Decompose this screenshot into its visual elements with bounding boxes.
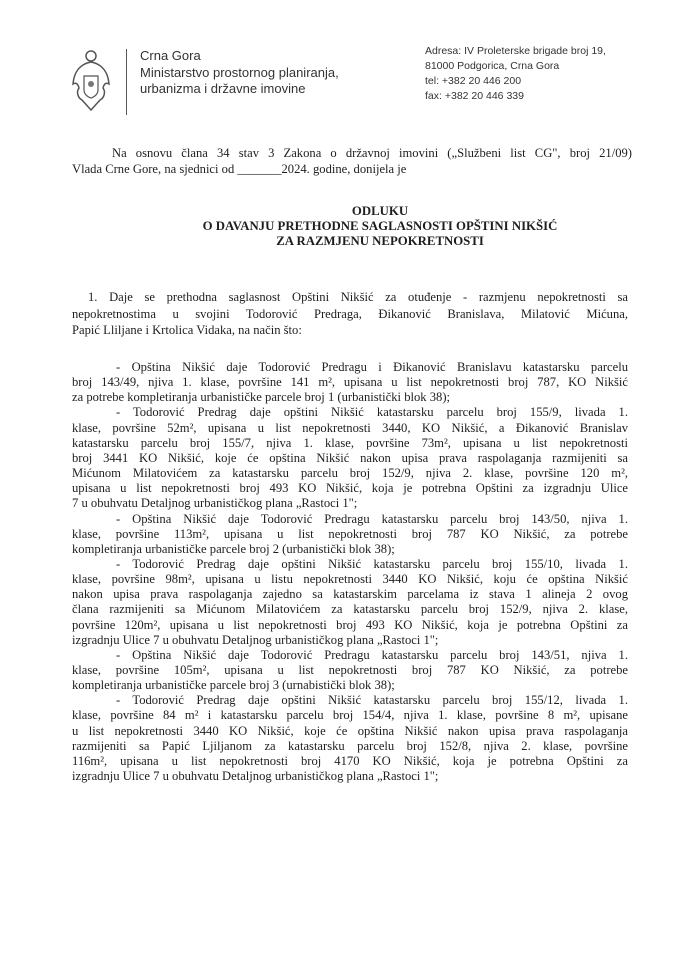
bullet-item-line: 7 u obuhvatu Detaljnog urbanističkog plana „Rastoci 1"; bbox=[72, 496, 358, 511]
bullet-item-line: - Opština Nikšić daje Todorović Predragu katastarsku parcelu broj 143/50, njiva 1. bbox=[116, 511, 628, 526]
bullet-item-line: klase, površine 105m², upisana u list nepokretnosti broj 787 KO Nikšić, za potrebe bbox=[72, 663, 628, 677]
article-1-line: nepokretnostima u svojini Todorović Predraga, Đikanović Branislava, Milatović Mićuna, bbox=[72, 306, 628, 321]
title-line: ODLUKU bbox=[351, 204, 409, 218]
bullet-item-line: broj 3441 KO Nikšić, koje će opština Nikšić nakon upisa prava raspolaganja razmijeniti sa bbox=[72, 450, 628, 465]
bullet-item-line: - Todorović Predrag daje opštini Nikšić katastarsku parcelu broj 155/12, livada 1. bbox=[116, 693, 628, 708]
bullet-item-line: za potrebe kompletiranja urbanističke parcele broj 1 (urbanistički blok 38); bbox=[72, 390, 451, 405]
bullet-item-line: klase, površine 113m², upisana u list nepokretnosti broj 787 KO Nikšić, za potrebe bbox=[72, 526, 628, 541]
bullet-item-line: člana razmijeniti sa Mićunom Milatovićem za katastarsku parcelu broj 152/9, njiva 2. klase, bbox=[72, 602, 628, 617]
bullet-item-line: klase, površine 84 m² i katastarsku parcelu broj 154/4, njiva 1. klase, površine 8 m², upisane bbox=[72, 708, 628, 723]
document-title bbox=[72, 204, 679, 249]
organization-name bbox=[140, 48, 339, 98]
address-block bbox=[425, 44, 606, 104]
bullet-item-line: izgradnju Ulice 7 u obuhvatu Detaljnog urbanističkog plana „Rastoci 1"; bbox=[72, 632, 439, 647]
bullet-item-line: Mićunom Milatovićem za katastarsku parcelu broj 152/9, njiva 2. klase, površine 120 m², bbox=[72, 466, 628, 481]
bullet-item-line: broj 143/49, njiva 1. klase, površine 141 m², upisana u list nepokretnosti broj 787, KO Nikšić bbox=[72, 375, 628, 390]
bullet-item-line: katastarsku parcelu broj 155/7, njiva 1. klase, površine 73m², upisana u list nepokretnosti bbox=[72, 435, 628, 450]
bullet-item-line: nakon upisa prava raspolaganja zajedno sa katastarskim parcelama iz stava 1 alineja 2 ovog bbox=[72, 587, 628, 602]
org-line: Ministarstvo prostornog planiranja, bbox=[140, 64, 339, 80]
bullet-item-line: - Todorović Predrag daje opštini Nikšić katastarsku parcelu broj 155/10, livada 1. bbox=[116, 556, 628, 571]
bullet-item-line: klase, površine 98m², upisana u listu nepokretnosti 3440 KO Nikšić, koju će opština Nikšić bbox=[72, 572, 628, 587]
article-1-line: Papić Lliljane i Krtolica Vidaka, na način što: bbox=[72, 323, 302, 337]
preamble-line: Vlada Crne Gore, na sjednici od _______2024. godine, donijela je bbox=[72, 162, 407, 176]
bullet-item-line: izgradnju Ulice 7 u obuhvatu Detaljnog urbanističkog plana „Rastoci 1"; bbox=[72, 769, 439, 784]
bullet-item-line: 116m², upisana u list nepokretnosti broj 4170 KO Nikšić, koja je potrebna Opštini za bbox=[72, 753, 628, 768]
bullet-item-line: površine 120m², upisana u list nepokretnosti broj 493 KO Nikšić, koja je potrebna Opštini za bbox=[72, 617, 628, 632]
address-line: 81000 Podgorica, Crna Gora bbox=[425, 60, 560, 72]
org-line: urbanizma i državne imovine bbox=[140, 81, 306, 96]
bullet-item-line: razmijeniti sa Papić Ljiljanom za katastarsku parcelu broj 152/8, njiva 2. klase, površine bbox=[72, 738, 628, 753]
title-line: O DAVANJU PRETHODNE SAGLASNOSTI OPŠTINI NIKŠIĆ bbox=[202, 219, 558, 233]
bullet-item-line: kompletiranja urbanističke parcele broj 3 (urnabistički blok 38); bbox=[72, 678, 395, 693]
bullet-item-line: - Opština Nikšić daje Todorović Predragu katastarsku parcelu broj 143/51, njiva 1. bbox=[116, 647, 628, 662]
bullet-item-line: - Opština Nikšić daje Todorović Predragu i Đikanović Branislavu katastarsku parcelu bbox=[116, 360, 628, 374]
bullet-item-line: - Todorović Predrag daje opštini Nikšić katastarsku parcelu broj 155/9, livada 1. bbox=[116, 405, 628, 420]
header-divider bbox=[126, 49, 127, 115]
coat-of-arms-icon bbox=[70, 48, 112, 116]
bullet-item-line: u list nepokretnosti 3440 KO Nikšić, koje će opština Nikšić nakon upisa prava raspolaganja bbox=[72, 723, 628, 738]
fax-line: fax: +382 20 446 339 bbox=[425, 90, 524, 102]
title-line: ZA RAZMJENU NEPOKRETNOSTI bbox=[276, 234, 484, 248]
phone-line: tel: +382 20 446 200 bbox=[425, 75, 522, 87]
org-line: Crna Gora bbox=[140, 48, 201, 63]
preamble-line: Na osnovu člana 34 stav 3 Zakona o državnoj imovini („Službeni list CG", broj 21/09) bbox=[112, 146, 632, 160]
bullet-item-line: upisana u list nepokretnosti broj 493 KO Nikšić, koja je potrebna Opštini za izgradnju Ulice bbox=[72, 481, 628, 496]
bullet-item-line: kompletiranja urbanističke parcele broj 2 (urbanistički blok 38); bbox=[72, 541, 395, 556]
article-1-line: 1. Daje se prethodna saglasnost Opštini Nikšić za otuđenje - razmjenu nepokretnosti sa bbox=[88, 290, 628, 304]
address-line: Adresa: IV Proleterske brigade broj 19, bbox=[425, 45, 606, 57]
bullet-item-line: klase, površine 52m², upisana u list nepokretnosti 3440, KO Nikšić, a Đikanović Branislav bbox=[72, 420, 628, 435]
